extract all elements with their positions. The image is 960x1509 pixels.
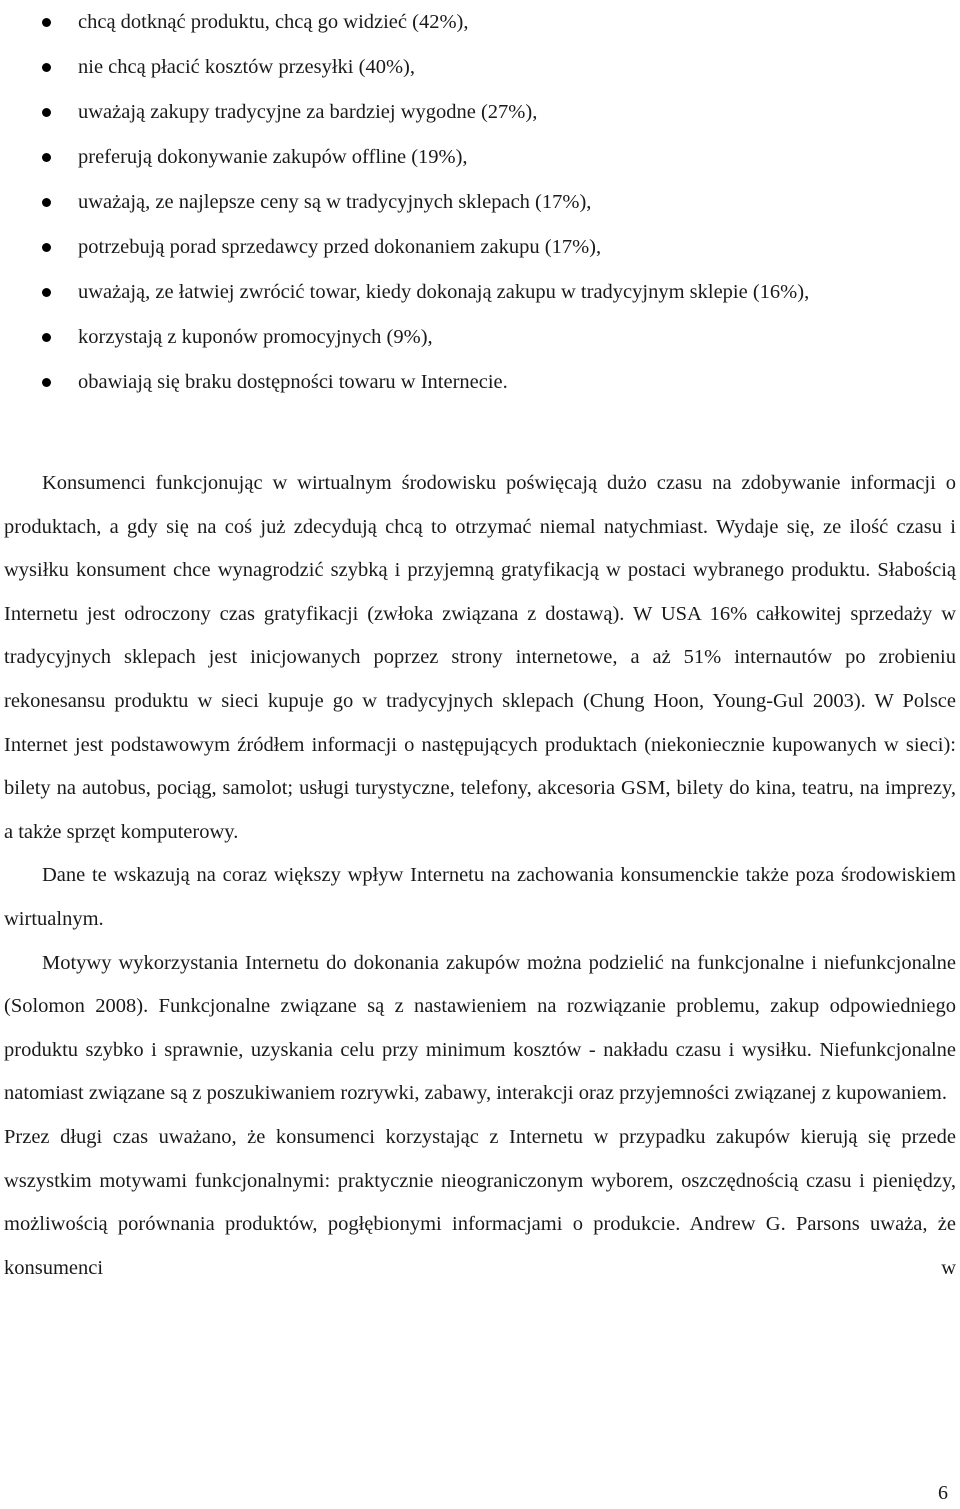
bullet-item [0, 225, 960, 270]
bullet-text: obawiają się braku dostępności towaru w Internecie. [78, 371, 508, 393]
bullet-text: korzystają z kuponów promocyjnych (9%), [78, 326, 433, 348]
bullet-dot-icon [42, 243, 51, 252]
bullet-text: chcą dotknąć produktu, chcą go widzieć (42%), [78, 11, 469, 33]
paragraph-internet-info: Konsumenci funkcjonując w wirtualnym środowisku poświęcają dużo czasu na zdobywanie informacji o produktach, a gdy się na coś już zdecydują chcą to otrzymać niemal natychmiast. Wydaje się, ze ilość czasu i wysiłku konsument chce wynagrodzić szybką i przyjemną gratyfikacją w postaci wybranego produktu. Słabością Internetu jest odroczony czas gratyfikacji (zwłoka związana z dostawą). W USA 16% całkowitej sprzedaży w tradycyjnych sklepach jest inicjowanych poprzez strony internetowe, a aż 51% internautów po zrobieniu rekonesansu produktu w sieci kupuje go w tradycyjnych sklepach (Chung Hoon, Young-Gul 2003). W Polsce Internet jest podstawowym źródłem informacji o następujących produktach (niekoniecznie kupowanych w sieci): bilety na autobus, pociąg, samolot; usługi turystyczne, telefony, akcesoria GSM, bilety do kina, teatru, na imprezy, a także sprzęt komputerowy. [4, 472, 956, 843]
bullet-item [0, 360, 960, 405]
bullet-text: nie chcą płacić kosztów przesyłki (40%), [78, 56, 415, 78]
bullet-text: potrzebują porad sprzedawcy przed dokonaniem zakupu (17%), [78, 236, 602, 258]
bullet-item [0, 315, 960, 360]
bullet-text: uważają zakupy tradycyjne za bardziej wygodne (27%), [78, 101, 538, 123]
bullet-dot-icon [42, 63, 51, 72]
bullet-item [0, 135, 960, 180]
bullet-item [0, 0, 960, 45]
bullet-dot-icon [42, 108, 51, 117]
reasons-bullet-list [0, 0, 960, 405]
bullet-text: preferują dokonywanie zakupów offline (19%), [78, 146, 468, 168]
bullet-text: uważają, ze łatwiej zwrócić towar, kiedy dokonają zakupu w tradycyjnym sklepie (16%), [78, 281, 810, 303]
bullet-item [0, 180, 960, 225]
bullet-item [0, 45, 960, 90]
bullet-dot-icon [42, 198, 51, 207]
paragraph-functional-motives: Przez długi czas uważano, że konsumenci korzystając z Internetu w przypadku zakupów kierują się przede wszystkim motywami funkcjonalnymi: praktycznie nieograniczonym wyborem, oszczędnością czasu i pieniędzy, możliwością porównania produktów, pogłębionymi informacjami o produkcie. Andrew G. Parsons uważa, że konsumenci w [4, 1125, 956, 1279]
bullet-dot-icon [42, 333, 51, 342]
body-text [4, 462, 956, 1290]
bullet-dot-icon [42, 153, 51, 162]
page-number: 6 [938, 1482, 948, 1504]
bullet-dot-icon [42, 288, 51, 297]
bullet-item [0, 270, 960, 315]
bullet-item [0, 90, 960, 135]
bullet-dot-icon [42, 18, 51, 27]
bullet-dot-icon [42, 378, 51, 387]
bullet-text: uważają, ze najlepsze ceny są w tradycyjnych sklepach (17%), [78, 191, 592, 213]
paragraph-motives: Motywy wykorzystania Internetu do dokonania zakupów można podzielić na funkcjonalne i niefunkcjonalne (Solomon 2008). Funkcjonalne związane są z nastawieniem na rozwiązanie problemu, zakup odpowiedniego produktu szybko i sprawnie, uzyskania celu przy minimum kosztów - nakładu czasu i wysiłku. Niefunkcjonalne natomiast związane są z poszukiwaniem rozrywki, zabawy, interakcji oraz przyjemności związanej z kupowaniem. [4, 951, 956, 1105]
paragraph-data-indicate: Dane te wskazują na coraz większy wpływ Internetu na zachowania konsumenckie także poza środowiskiem wirtualnym. [4, 864, 956, 930]
